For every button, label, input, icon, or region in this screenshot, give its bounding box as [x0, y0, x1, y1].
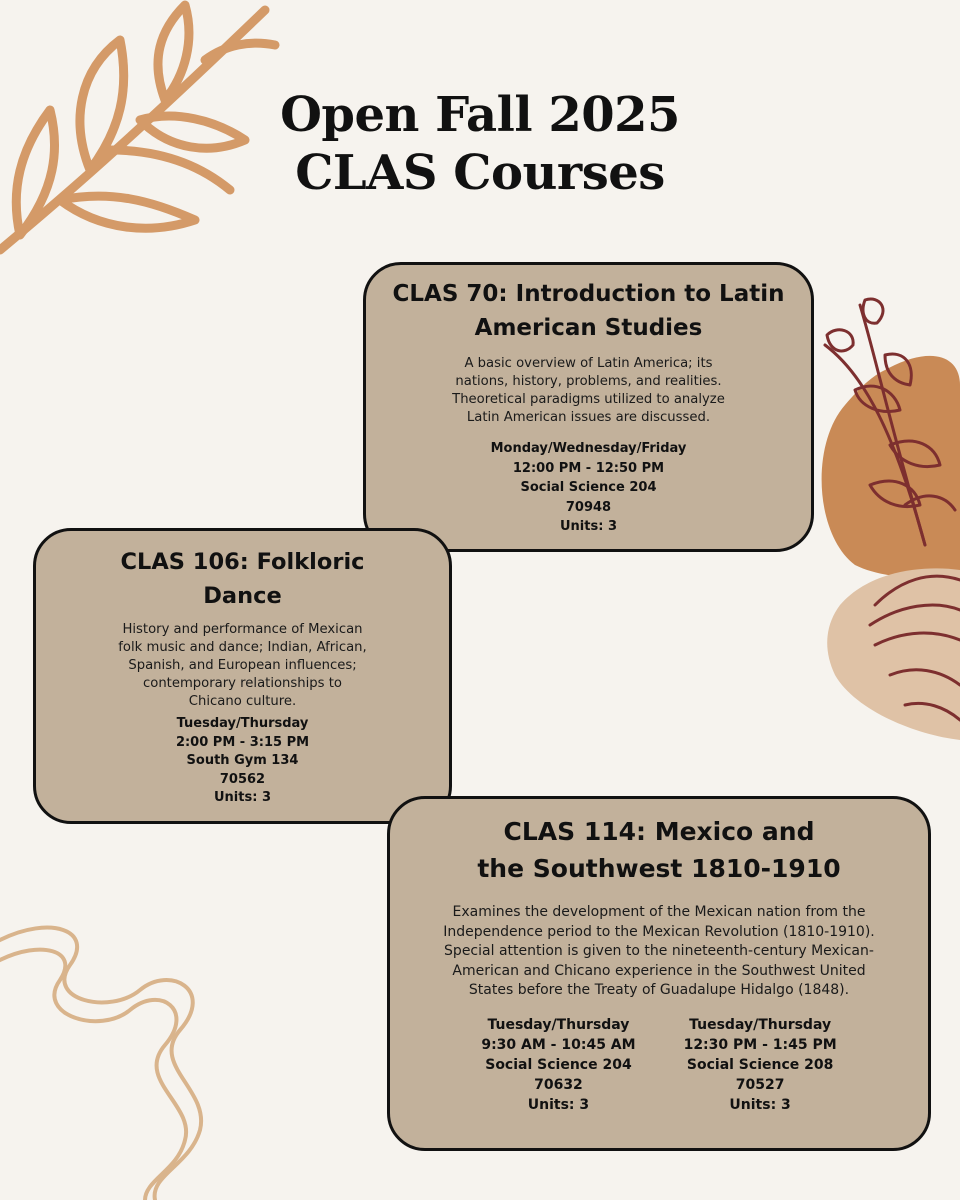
schedule-days: Tuesday/Thursday: [487, 1016, 630, 1033]
course-card-clas-114: [387, 796, 931, 1151]
hand-plant-icon: [815, 295, 960, 740]
course-title-line: American Studies: [474, 315, 703, 341]
course-title-line: CLAS 106: Folkloric: [120, 549, 365, 575]
schedule-room: Social Science 204: [520, 480, 657, 495]
schedule-room: South Gym 134: [186, 753, 299, 769]
course-description: [36, 621, 449, 711]
schedule-code: 70527: [735, 1076, 785, 1093]
course-schedule: [481, 1015, 635, 1115]
course-description: [366, 355, 811, 427]
course-title-line: CLAS 70: Introduction to Latin: [392, 281, 785, 307]
description-line: History and performance of Mexican: [122, 622, 363, 637]
description-line: A basic overview of Latin America; its: [464, 356, 713, 371]
description-line: Independence period to the Mexican Revolution (1810-1910).: [443, 923, 875, 940]
course-title: [366, 277, 811, 345]
description-line: Chicano culture.: [188, 694, 297, 709]
course-card-clas-70: [363, 262, 814, 552]
schedule-room: Social Science 208: [686, 1056, 834, 1073]
schedule-time: 9:30 AM - 10:45 AM: [481, 1036, 636, 1053]
schedule-room: Social Science 204: [485, 1056, 632, 1073]
description-line: contemporary relationships to: [143, 676, 342, 691]
description-line: States before the Treaty of Guadalupe Hidalgo (1848).: [468, 982, 850, 998]
description-line: folk music and dance; Indian, African,: [118, 640, 367, 655]
schedule-units: Units: 3: [729, 1096, 791, 1113]
schedule-time: 12:30 PM - 1:45 PM: [683, 1036, 837, 1053]
schedule-time: 12:00 PM - 12:50 PM: [512, 460, 665, 476]
description-line: Spanish, and European influences;: [128, 658, 357, 673]
course-description: [390, 903, 928, 1001]
schedule-units: Units: 3: [560, 519, 617, 534]
title-line: Open Fall 2025: [280, 87, 680, 143]
description-line: Special attention is given to the nineteenth-century Mexican-: [444, 943, 874, 959]
schedule-days: Monday/Wednesday/Friday: [490, 441, 687, 456]
course-title-line: CLAS 114: Mexico and: [503, 817, 815, 846]
schedule-code: 70632: [534, 1076, 583, 1093]
description-line: American and Chicano experience in the Southwest United: [452, 962, 866, 979]
description-line: Theoretical paradigms utilized to analyze: [452, 392, 725, 407]
description-line: Examines the development of the Mexican nation from the: [452, 904, 866, 920]
course-schedule: [366, 439, 811, 537]
schedule-time: 2:00 PM - 3:15 PM: [175, 734, 310, 750]
course-title: [36, 545, 449, 613]
squiggle-icon: [0, 920, 260, 1200]
description-line: nations, history, problems, and realities.: [455, 374, 722, 389]
course-sessions: [390, 1015, 928, 1115]
course-schedule: [36, 715, 449, 808]
description-line: Latin American issues are discussed.: [466, 410, 711, 425]
schedule-code: 70948: [565, 499, 612, 515]
course-title: [390, 813, 928, 887]
course-schedule: [684, 1015, 837, 1115]
course-title-line: Dance: [203, 583, 282, 609]
course-title-line: the Southwest 1810-1910: [477, 854, 841, 883]
schedule-code: 70562: [219, 771, 266, 787]
schedule-units: Units: 3: [527, 1096, 590, 1113]
schedule-units: Units: 3: [214, 790, 271, 806]
schedule-days: Tuesday/Thursday: [689, 1016, 832, 1033]
schedule-days: Tuesday/Thursday: [176, 716, 309, 731]
title-line: CLAS Courses: [295, 145, 665, 201]
course-card-clas-106: [33, 528, 452, 824]
page-title: [0, 86, 960, 202]
